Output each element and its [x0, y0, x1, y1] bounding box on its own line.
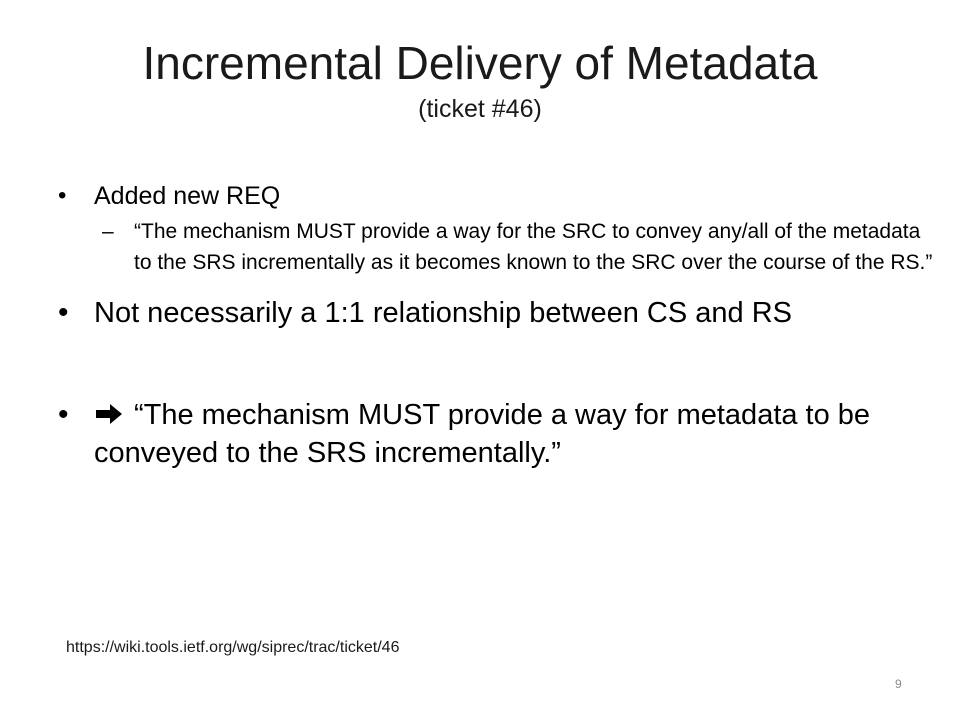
bullet-text: Not necessarily a 1:1 relationship between CS and RS — [94, 297, 792, 329]
bullet-dot: • — [58, 296, 69, 329]
page-number: 9 — [895, 677, 902, 691]
title-block — [0, 34, 960, 126]
sub-bullet-req-text — [94, 216, 934, 278]
slide-subtitle: (ticket #46) — [418, 95, 542, 123]
ticket-url: https://wiki.tools.ietf.org/wg/siprec/trac/ticket/46 — [66, 639, 400, 656]
bullet-dot: • — [58, 398, 69, 431]
bullet-text: “The mechanism MUST provide a way for metadata to be conveyed to the SRS incrementally.” — [94, 399, 871, 469]
bullet-text: Added new REQ — [94, 182, 281, 210]
bullet-dot: • — [58, 182, 67, 209]
bullet-item-relationship — [58, 294, 908, 332]
bullet-item-conclusion — [58, 396, 908, 472]
sub-bullet-text: “The mechanism MUST provide a way for the SRC to convey any/all of the metadata to the SRS incrementally as it becomes known to the SRC over the course of the RS.” — [134, 220, 933, 274]
bullet-item-added-req — [58, 176, 908, 216]
right-arrow-icon — [94, 402, 124, 426]
sub-bullet-dash: – — [102, 220, 114, 243]
slide-title: Incremental Delivery of Metadata — [142, 37, 818, 89]
bullet-list — [58, 176, 933, 472]
